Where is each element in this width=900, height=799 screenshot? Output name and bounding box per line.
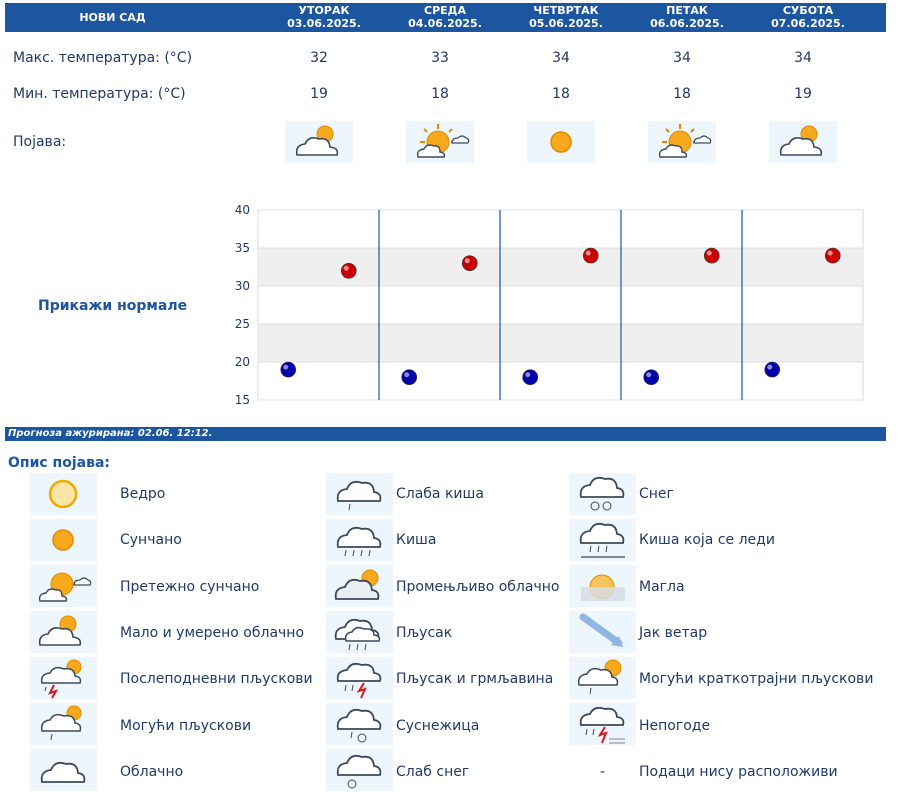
legend-label: Пљусак и грмљавина bbox=[396, 671, 554, 687]
mostly-cloudy-icon bbox=[285, 121, 353, 163]
mostly-cloudy-icon bbox=[769, 121, 837, 163]
y-tick-label: 25 bbox=[234, 317, 250, 331]
shower-icon bbox=[326, 611, 393, 653]
sleet-icon bbox=[326, 703, 393, 745]
legend-title: Опис појава: bbox=[8, 455, 110, 471]
point-highlight bbox=[707, 251, 712, 256]
legend-label: Могући краткотрајни пљускови bbox=[639, 671, 874, 687]
mostly-sunny-icon bbox=[30, 565, 97, 607]
thunder-shower-icon bbox=[326, 657, 393, 699]
point-highlight bbox=[767, 365, 772, 370]
freezing-rain-icon bbox=[569, 519, 636, 561]
min-temp-value: 18 bbox=[431, 86, 449, 102]
max-temp-label: Макс. температура: (°C) bbox=[13, 50, 193, 66]
min-temp-point bbox=[765, 362, 780, 377]
day-header-4 bbox=[632, 4, 742, 30]
legend-label: Промењљиво облачно bbox=[396, 579, 560, 595]
day-name: УТОРАК bbox=[298, 4, 350, 17]
y-tick-label: 40 bbox=[234, 203, 250, 217]
y-tick-label: 35 bbox=[234, 241, 250, 255]
legend-label: Могући пљускови bbox=[120, 718, 252, 734]
day-header-2 bbox=[390, 4, 500, 30]
mostly-sunny-icon bbox=[406, 121, 474, 163]
light-snow-icon bbox=[326, 749, 393, 791]
point-highlight bbox=[525, 372, 530, 377]
max-temp-value: 32 bbox=[310, 50, 328, 66]
legend-label: Јак ветар bbox=[639, 625, 708, 641]
day-date: 06.06.2025. bbox=[650, 17, 724, 30]
legend-label: Пљусак bbox=[396, 625, 453, 641]
y-tick-label: 15 bbox=[234, 393, 250, 407]
day-date: 07.06.2025. bbox=[771, 17, 845, 30]
max-temp-value: 34 bbox=[552, 50, 570, 66]
max-temp-point bbox=[341, 263, 356, 278]
max-temp-value: 34 bbox=[673, 50, 691, 66]
temperature-chart bbox=[220, 200, 870, 410]
max-temp-point bbox=[704, 248, 719, 263]
snow-icon bbox=[569, 473, 636, 515]
legend-label: Претежно сунчано bbox=[120, 579, 260, 595]
update-bar bbox=[5, 427, 886, 441]
point-highlight bbox=[283, 365, 288, 370]
mostly-sunny-icon bbox=[648, 121, 716, 163]
light-rain-icon bbox=[326, 473, 393, 515]
partly-cloudy-icon bbox=[30, 611, 97, 653]
show-normals-link[interactable]: Прикажи нормале bbox=[38, 298, 188, 314]
day-name: ПЕТАК bbox=[666, 4, 708, 17]
day-date: 04.06.2025. bbox=[408, 17, 482, 30]
legend-label: Подаци нису расположиви bbox=[639, 764, 838, 780]
possible-showers-icon bbox=[30, 703, 97, 745]
afternoon-storm-icon bbox=[30, 657, 97, 699]
min-temp-point bbox=[281, 362, 296, 377]
point-highlight bbox=[646, 372, 651, 377]
point-highlight bbox=[465, 258, 470, 263]
severe-weather-icon bbox=[569, 703, 636, 745]
no-data-marker: - bbox=[599, 764, 606, 780]
min-temp-point bbox=[523, 370, 538, 385]
rain-icon bbox=[326, 519, 393, 561]
sunny-icon bbox=[30, 519, 97, 561]
day-header-5 bbox=[753, 4, 863, 30]
min-temp-point bbox=[644, 370, 659, 385]
legend-label: Киша bbox=[396, 532, 437, 548]
legend-label: Магла bbox=[639, 579, 685, 595]
point-highlight bbox=[404, 372, 409, 377]
day-name: СУБОТА bbox=[782, 4, 834, 17]
legend-label: Облачно bbox=[120, 764, 184, 780]
brief-showers-icon bbox=[569, 657, 636, 699]
cloudy-icon bbox=[30, 749, 97, 791]
legend-label: Суснежица bbox=[396, 718, 480, 734]
legend-label: Киша која се леди bbox=[639, 532, 775, 548]
day-name: СРЕДА bbox=[424, 4, 466, 17]
legend-label: Непогоде bbox=[639, 718, 711, 734]
day-date: 05.06.2025. bbox=[529, 17, 603, 30]
clear-icon bbox=[30, 473, 97, 515]
min-temp-value: 18 bbox=[552, 86, 570, 102]
max-temp-point bbox=[825, 248, 840, 263]
point-highlight bbox=[344, 266, 349, 271]
y-tick-label: 20 bbox=[234, 355, 250, 369]
day-name: ЧЕТВРТАК bbox=[533, 4, 599, 17]
min-temp-label: Мин. температура: (°C) bbox=[13, 86, 186, 102]
forecast-header bbox=[5, 3, 886, 32]
fog-icon bbox=[569, 565, 636, 607]
variable-cloudy-icon bbox=[326, 565, 393, 607]
min-temp-point bbox=[402, 370, 417, 385]
max-temp-point bbox=[583, 248, 598, 263]
legend-label: Снег bbox=[639, 486, 674, 502]
max-temp-point bbox=[462, 256, 477, 271]
min-temp-value: 19 bbox=[310, 86, 328, 102]
legend-label: Слаба киша bbox=[396, 486, 484, 502]
min-temp-value: 19 bbox=[794, 86, 812, 102]
sunny-icon bbox=[527, 121, 595, 163]
day-header-1 bbox=[269, 4, 379, 30]
point-highlight bbox=[828, 251, 833, 256]
max-temp-value: 33 bbox=[431, 50, 449, 66]
strong-wind-icon bbox=[569, 611, 636, 653]
legend-label: Послеподневни пљускови bbox=[120, 671, 313, 687]
y-tick-label: 30 bbox=[234, 279, 250, 293]
forecast-updated-text: Прогноза ажурирана: 02.06. 12:12. bbox=[8, 428, 213, 439]
legend-label: Ведро bbox=[120, 486, 166, 502]
day-header-3 bbox=[511, 4, 621, 30]
min-temp-value: 18 bbox=[673, 86, 691, 102]
phenomenon-label: Појава: bbox=[13, 134, 67, 150]
legend-label: Слаб снег bbox=[396, 764, 470, 780]
city-name: НОВИ САД bbox=[79, 11, 146, 24]
grid-band bbox=[258, 324, 863, 362]
legend-label: Мало и умерено облачно bbox=[120, 625, 305, 641]
legend-label: Сунчано bbox=[120, 532, 182, 548]
max-temp-value: 34 bbox=[794, 50, 812, 66]
point-highlight bbox=[586, 251, 591, 256]
day-date: 03.06.2025. bbox=[287, 17, 361, 30]
